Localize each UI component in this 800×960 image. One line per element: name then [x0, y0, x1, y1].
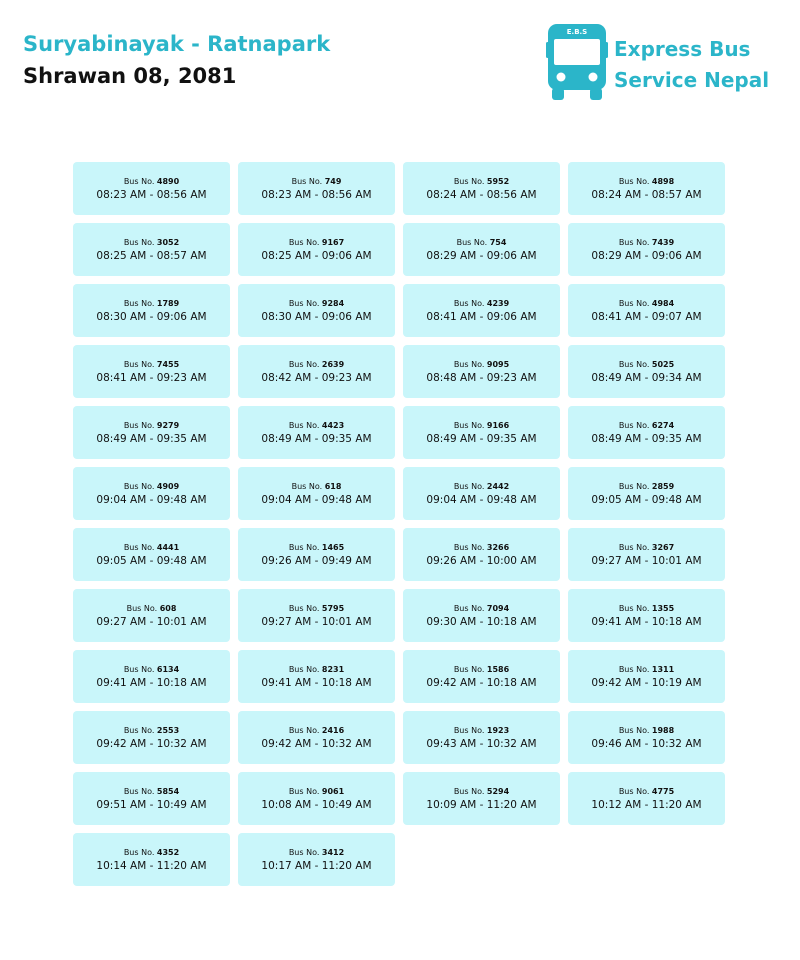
bus-number-value: 2442 — [486, 481, 510, 491]
bus-number-value: 5952 — [486, 176, 510, 186]
bus-time: 09:41 AM - 10:18 AM — [591, 615, 702, 628]
bus-number-label: Bus No. — [123, 420, 155, 430]
bus-card — [568, 467, 725, 520]
bus-number-label: Bus No. — [123, 725, 155, 735]
bus-number-value: 9284 — [321, 298, 345, 308]
bus-number — [289, 420, 344, 431]
bus-time: 08:23 AM - 08:56 AM — [96, 188, 207, 201]
bus-number — [289, 725, 344, 736]
bus-time: 08:24 AM - 08:56 AM — [426, 188, 537, 201]
bus-number — [124, 359, 179, 370]
header — [0, 0, 800, 130]
logo-text: E.B.S — [566, 28, 588, 36]
bus-time: 09:43 AM - 10:32 AM — [426, 737, 537, 750]
bus-number-value: 4423 — [321, 420, 345, 430]
bus-number — [619, 786, 674, 797]
bus-time: 08:49 AM - 09:35 AM — [261, 432, 372, 445]
bus-time: 08:29 AM - 09:06 AM — [591, 249, 702, 262]
bus-number — [289, 542, 344, 553]
bus-number-label: Bus No. — [618, 603, 650, 613]
bus-number-value: 3412 — [321, 847, 345, 857]
bus-number — [289, 664, 344, 675]
bus-number — [454, 359, 509, 370]
bus-number — [619, 725, 674, 736]
bus-number — [454, 176, 509, 187]
bus-schedule-grid — [73, 162, 728, 886]
bus-number-value: 4775 — [651, 786, 675, 796]
bus-time: 10:12 AM - 11:20 AM — [591, 798, 702, 811]
bus-number — [124, 481, 179, 492]
bus-number-label: Bus No. — [618, 664, 650, 674]
bus-time: 09:41 AM - 10:18 AM — [261, 676, 372, 689]
bus-number-value: 8231 — [321, 664, 345, 674]
brand-name-line1: Express Bus — [614, 37, 751, 61]
bus-number — [619, 176, 674, 187]
bus-time: 08:25 AM - 09:06 AM — [261, 249, 372, 262]
bus-time: 09:42 AM - 10:32 AM — [96, 737, 207, 750]
bus-number — [289, 237, 344, 248]
bus-card — [73, 345, 230, 398]
bus-number-label: Bus No. — [618, 298, 650, 308]
bus-number — [454, 420, 509, 431]
bus-time: 09:27 AM - 10:01 AM — [261, 615, 372, 628]
bus-number-label: Bus No. — [288, 359, 320, 369]
bus-card — [238, 589, 395, 642]
bus-number-label: Bus No. — [288, 420, 320, 430]
route-title: Suryabinayak - Ratnapark — [23, 32, 331, 56]
bus-card — [238, 223, 395, 276]
bus-card — [568, 772, 725, 825]
bus-number — [124, 298, 179, 309]
bus-card — [568, 284, 725, 337]
bus-number-value: 5025 — [651, 359, 675, 369]
bus-number-value: 1988 — [651, 725, 675, 735]
bus-time: 08:41 AM - 09:06 AM — [426, 310, 537, 323]
bus-card — [403, 162, 560, 215]
bus-number-label: Bus No. — [456, 237, 488, 247]
bus-number-label: Bus No. — [288, 298, 320, 308]
bus-card — [403, 345, 560, 398]
bus-number-label: Bus No. — [288, 664, 320, 674]
bus-number — [454, 664, 509, 675]
bus-number-value: 1465 — [321, 542, 345, 552]
bus-time: 10:17 AM - 11:20 AM — [261, 859, 372, 872]
bus-number-value: 2553 — [156, 725, 180, 735]
bus-number — [289, 359, 344, 370]
bus-number-value: 6274 — [651, 420, 675, 430]
bus-card — [568, 711, 725, 764]
bus-number-value: 608 — [159, 603, 177, 613]
bus-number-value: 4441 — [156, 542, 180, 552]
bus-card — [238, 162, 395, 215]
bus-number-value: 4352 — [156, 847, 180, 857]
brand-logo — [546, 22, 786, 102]
bus-number-value: 4890 — [156, 176, 180, 186]
bus-number-value: 1355 — [651, 603, 675, 613]
bus-card — [403, 467, 560, 520]
bus-number-label: Bus No. — [618, 725, 650, 735]
bus-number-label: Bus No. — [123, 542, 155, 552]
bus-number-label: Bus No. — [123, 176, 155, 186]
bus-time: 10:14 AM - 11:20 AM — [96, 859, 207, 872]
bus-number — [619, 420, 674, 431]
bus-number-value: 2639 — [321, 359, 345, 369]
bus-number-label: Bus No. — [123, 664, 155, 674]
bus-card — [73, 650, 230, 703]
bus-number — [124, 847, 179, 858]
bus-card — [73, 223, 230, 276]
bus-card — [73, 162, 230, 215]
bus-number-label: Bus No. — [618, 481, 650, 491]
bus-number-label: Bus No. — [288, 542, 320, 552]
bus-number-value: 9095 — [486, 359, 510, 369]
bus-card — [238, 284, 395, 337]
bus-number — [619, 298, 674, 309]
bus-card — [73, 467, 230, 520]
bus-number-value: 3052 — [156, 237, 180, 247]
bus-number — [619, 542, 674, 553]
bus-time: 08:49 AM - 09:34 AM — [591, 371, 702, 384]
bus-number-label: Bus No. — [453, 420, 485, 430]
bus-card — [238, 345, 395, 398]
bus-number-value: 4909 — [156, 481, 180, 491]
bus-number-label: Bus No. — [618, 542, 650, 552]
bus-number-label: Bus No. — [123, 359, 155, 369]
bus-number-label: Bus No. — [288, 237, 320, 247]
bus-number — [454, 786, 509, 797]
bus-time: 09:26 AM - 10:00 AM — [426, 554, 537, 567]
bus-time: 08:24 AM - 08:57 AM — [591, 188, 702, 201]
bus-card — [238, 528, 395, 581]
bus-time: 08:25 AM - 08:57 AM — [96, 249, 207, 262]
bus-number — [454, 298, 509, 309]
bus-time: 08:41 AM - 09:23 AM — [96, 371, 207, 384]
bus-time: 08:49 AM - 09:35 AM — [591, 432, 702, 445]
bus-number-value: 4898 — [651, 176, 675, 186]
bus-number — [619, 237, 674, 248]
bus-number-value: 1586 — [486, 664, 510, 674]
bus-card — [403, 528, 560, 581]
bus-number-label: Bus No. — [123, 481, 155, 491]
bus-number-value: 1789 — [156, 298, 180, 308]
bus-icon — [546, 22, 608, 102]
bus-number-label: Bus No. — [288, 847, 320, 857]
bus-number-label: Bus No. — [123, 786, 155, 796]
bus-number — [457, 237, 507, 248]
bus-number — [619, 359, 674, 370]
bus-card — [73, 711, 230, 764]
bus-card — [73, 406, 230, 459]
bus-card — [73, 528, 230, 581]
bus-number-label: Bus No. — [453, 664, 485, 674]
bus-time: 09:05 AM - 09:48 AM — [96, 554, 207, 567]
bus-number-value: 7455 — [156, 359, 180, 369]
bus-number-value: 4984 — [651, 298, 675, 308]
bus-card — [73, 589, 230, 642]
bus-card — [238, 772, 395, 825]
bus-number — [289, 847, 344, 858]
bus-number — [289, 786, 344, 797]
bus-card — [568, 589, 725, 642]
bus-time: 09:27 AM - 10:01 AM — [96, 615, 207, 628]
bus-number-value: 749 — [324, 176, 342, 186]
brand-name — [614, 34, 769, 96]
bus-number-label: Bus No. — [288, 603, 320, 613]
bus-time: 08:42 AM - 09:23 AM — [261, 371, 372, 384]
bus-time: 08:49 AM - 09:35 AM — [96, 432, 207, 445]
bus-time: 08:23 AM - 08:56 AM — [261, 188, 372, 201]
bus-number-label: Bus No. — [453, 603, 485, 613]
bus-time: 09:05 AM - 09:48 AM — [591, 493, 702, 506]
bus-number-label: Bus No. — [618, 420, 650, 430]
bus-time: 08:49 AM - 09:35 AM — [426, 432, 537, 445]
bus-card — [403, 711, 560, 764]
bus-card — [403, 284, 560, 337]
bus-time: 09:42 AM - 10:19 AM — [591, 676, 702, 689]
bus-number — [124, 786, 179, 797]
bus-number-value: 2416 — [321, 725, 345, 735]
bus-number-value: 1923 — [486, 725, 510, 735]
bus-number-value: 9167 — [321, 237, 345, 247]
bus-number-label: Bus No. — [126, 603, 158, 613]
bus-time: 08:30 AM - 09:06 AM — [261, 310, 372, 323]
bus-number-value: 9061 — [321, 786, 345, 796]
bus-time: 09:04 AM - 09:48 AM — [96, 493, 207, 506]
bus-number — [292, 176, 342, 187]
bus-number-label: Bus No. — [618, 359, 650, 369]
bus-time: 09:27 AM - 10:01 AM — [591, 554, 702, 567]
bus-number-label: Bus No. — [291, 481, 323, 491]
bus-card — [73, 284, 230, 337]
bus-time: 08:41 AM - 09:07 AM — [591, 310, 702, 323]
bus-card — [568, 345, 725, 398]
bus-time: 09:30 AM - 10:18 AM — [426, 615, 537, 628]
bus-time: 09:04 AM - 09:48 AM — [261, 493, 372, 506]
bus-number-label: Bus No. — [618, 237, 650, 247]
bus-number — [124, 725, 179, 736]
bus-number-value: 2859 — [651, 481, 675, 491]
bus-number-value: 6134 — [156, 664, 180, 674]
bus-number — [454, 725, 509, 736]
bus-number-label: Bus No. — [453, 481, 485, 491]
bus-time: 09:42 AM - 10:18 AM — [426, 676, 537, 689]
bus-time: 08:30 AM - 09:06 AM — [96, 310, 207, 323]
bus-number-value: 4239 — [486, 298, 510, 308]
bus-number — [124, 664, 179, 675]
bus-card — [238, 467, 395, 520]
bus-time: 09:41 AM - 10:18 AM — [96, 676, 207, 689]
bus-number-label: Bus No. — [291, 176, 323, 186]
bus-number — [454, 603, 509, 614]
bus-number-value: 3266 — [486, 542, 510, 552]
bus-number-value: 9166 — [486, 420, 510, 430]
bus-number-value: 754 — [489, 237, 507, 247]
bus-number-label: Bus No. — [453, 542, 485, 552]
bus-number — [289, 603, 344, 614]
bus-card — [403, 406, 560, 459]
bus-number-label: Bus No. — [453, 359, 485, 369]
bus-card — [403, 223, 560, 276]
bus-time: 09:51 AM - 10:49 AM — [96, 798, 207, 811]
bus-number-label: Bus No. — [123, 298, 155, 308]
bus-time: 09:42 AM - 10:32 AM — [261, 737, 372, 750]
bus-card — [238, 711, 395, 764]
bus-card — [568, 650, 725, 703]
bus-card — [568, 223, 725, 276]
date-title: Shrawan 08, 2081 — [23, 64, 237, 88]
bus-card — [238, 833, 395, 886]
bus-number — [124, 237, 179, 248]
bus-number-label: Bus No. — [453, 786, 485, 796]
bus-number-label: Bus No. — [288, 725, 320, 735]
bus-card — [568, 406, 725, 459]
bus-number-label: Bus No. — [123, 847, 155, 857]
bus-card — [73, 772, 230, 825]
brand-name-line2: Service Nepal — [614, 68, 770, 92]
bus-card — [568, 528, 725, 581]
bus-number-label: Bus No. — [453, 725, 485, 735]
bus-number — [292, 481, 342, 492]
bus-number-label: Bus No. — [288, 786, 320, 796]
bus-time: 08:29 AM - 09:06 AM — [426, 249, 537, 262]
bus-time: 09:04 AM - 09:48 AM — [426, 493, 537, 506]
bus-number — [127, 603, 177, 614]
bus-number-value: 5795 — [321, 603, 345, 613]
bus-number-value: 5294 — [486, 786, 510, 796]
bus-number — [619, 481, 674, 492]
bus-number — [454, 481, 509, 492]
bus-number — [124, 542, 179, 553]
bus-number-label: Bus No. — [618, 176, 650, 186]
bus-number — [124, 176, 179, 187]
bus-number-label: Bus No. — [123, 237, 155, 247]
bus-number — [289, 298, 344, 309]
bus-number — [454, 542, 509, 553]
bus-number — [619, 603, 674, 614]
bus-card — [238, 406, 395, 459]
bus-number-value: 7094 — [486, 603, 510, 613]
bus-number-label: Bus No. — [618, 786, 650, 796]
bus-number-label: Bus No. — [453, 298, 485, 308]
bus-number-value: 3267 — [651, 542, 675, 552]
bus-number-value: 618 — [324, 481, 342, 491]
bus-card — [403, 589, 560, 642]
bus-number — [619, 664, 674, 675]
bus-card — [403, 650, 560, 703]
bus-number-value: 5854 — [156, 786, 180, 796]
bus-time: 09:26 AM - 09:49 AM — [261, 554, 372, 567]
bus-number-value: 1311 — [651, 664, 675, 674]
bus-card — [568, 162, 725, 215]
bus-time: 10:08 AM - 10:49 AM — [261, 798, 372, 811]
bus-time: 10:09 AM - 11:20 AM — [426, 798, 537, 811]
bus-number — [124, 420, 179, 431]
bus-number-value: 9279 — [156, 420, 180, 430]
bus-time: 09:46 AM - 10:32 AM — [591, 737, 702, 750]
bus-time: 08:48 AM - 09:23 AM — [426, 371, 537, 384]
bus-card — [403, 772, 560, 825]
bus-number-value: 7439 — [651, 237, 675, 247]
bus-card — [238, 650, 395, 703]
bus-card — [73, 833, 230, 886]
bus-number-label: Bus No. — [453, 176, 485, 186]
